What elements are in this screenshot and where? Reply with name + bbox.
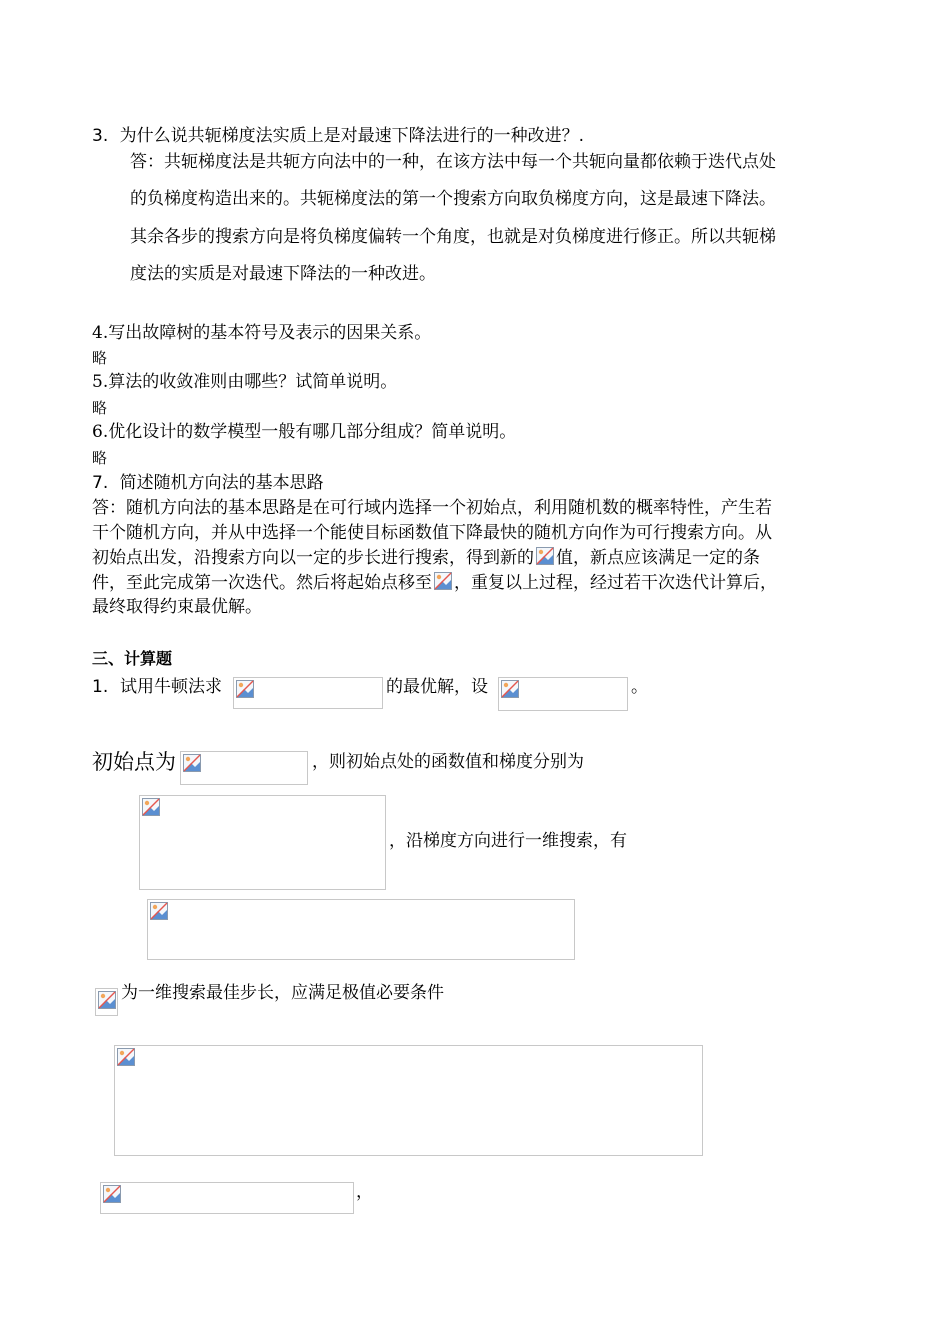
q7-answer-line-3 xyxy=(92,545,882,571)
problem-1-text-a: 试用牛顿法求 xyxy=(120,677,222,697)
broken-image-icon xyxy=(534,545,556,567)
broken-image-icon xyxy=(150,902,168,920)
q7-answer-line-4 xyxy=(92,570,882,596)
broken-image-icon xyxy=(103,1185,121,1203)
q3-question xyxy=(92,124,882,149)
broken-image-icon xyxy=(183,754,201,772)
q3-question-text: 为什么说共轭梯度法实质上是对最速下降法进行的一种改进？. xyxy=(119,126,585,146)
q5-question: 5.算法的收敛准则由哪些？试简单说明。 xyxy=(92,372,398,392)
q6-question: 6.优化设计的数学模型一般有哪几部分组成？简单说明。 xyxy=(92,422,517,442)
problem-1-text-c: 。 xyxy=(631,677,648,697)
q3-answer-line-1: 答：共轭梯度法是共轭方向法中的一种，在该方法中每一个共轭向量都依赖于迭代点处 xyxy=(130,152,776,172)
q5-answer: 略 xyxy=(92,399,108,417)
problem-1-text-b: 的最优解，设 xyxy=(386,677,488,697)
broken-image-icon xyxy=(98,991,116,1009)
q3-answer-line-4: 度法的实质是对最速下降法的一种改进。 xyxy=(130,264,436,284)
broken-image-icon xyxy=(236,680,254,698)
initial-point-text: ，则初始点处的函数值和梯度分别为 xyxy=(312,752,584,772)
section-title: 三、计算题 xyxy=(92,649,173,668)
formula-image xyxy=(180,751,308,785)
q7-answer-line-5: 最终取得约束最优解。 xyxy=(92,597,262,617)
formula-image xyxy=(139,795,386,890)
q7-number: 7. xyxy=(92,473,109,493)
q7-answer-line-1: 答：随机方向法的基本思路是在可行域内选择一个初始点，利用随机数的概率特性，产生若 xyxy=(92,498,772,518)
trailing-comma: ， xyxy=(356,1182,373,1202)
q4-answer: 略 xyxy=(92,349,108,367)
gradient-search-text: ，沿梯度方向进行一维搜索，有 xyxy=(389,831,627,851)
initial-point-label: 初始点为 xyxy=(92,750,176,774)
step-length-text: 为一维搜索最佳步长，应满足极值必要条件 xyxy=(121,983,444,1003)
q3-number: 3. xyxy=(92,126,109,146)
broken-image-icon xyxy=(501,680,519,698)
q7-answer-line-3-b: 值，新点应该满足一定的条 xyxy=(556,548,760,568)
formula-image xyxy=(100,1182,354,1214)
broken-image-icon xyxy=(432,570,454,592)
broken-image-icon xyxy=(117,1048,135,1066)
formula-image xyxy=(147,899,575,960)
q7-answer-line-2: 干个随机方向，并从中选择一个能使目标函数值下降最快的随机方向作为可行搜索方向。从 xyxy=(92,523,772,543)
q7-answer-line-3-a: 初始点出发，沿搜索方向以一定的步长进行搜索，得到新的 xyxy=(92,548,534,568)
q4-question: 4.写出故障树的基本符号及表示的因果关系。 xyxy=(92,323,432,343)
formula-image xyxy=(498,677,628,711)
q7-question-text: 简述随机方向法的基本思路 xyxy=(119,473,324,493)
q3-answer-line-2: 的负梯度构造出来的。共轭梯度法的第一个搜索方向取负梯度方向，这是最速下降法。 xyxy=(130,189,776,209)
q7-question xyxy=(92,471,882,496)
q6-answer: 略 xyxy=(92,449,108,467)
problem-1-number: 1. xyxy=(92,677,109,697)
formula-image xyxy=(233,677,383,709)
q7-answer-line-4-b: ，重复以上过程，经过若干次迭代计算后， xyxy=(454,573,777,593)
broken-image-icon xyxy=(142,798,160,816)
q7-answer-line-4-a: 件，至此完成第一次迭代。然后将起始点移至 xyxy=(92,573,432,593)
q3-answer-line-3: 其余各步的搜索方向是将负梯度偏转一个角度，也就是对负梯度进行修正。所以共轭梯 xyxy=(130,227,776,247)
formula-image xyxy=(95,988,118,1016)
formula-image xyxy=(114,1045,703,1156)
